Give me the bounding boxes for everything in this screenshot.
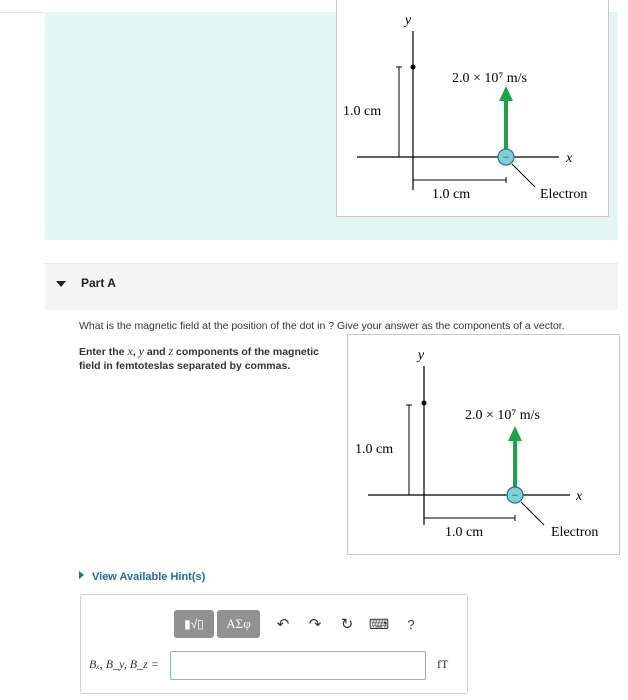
part-a-header[interactable]	[45, 263, 618, 310]
y-axis-label: y	[417, 348, 425, 363]
horizontal-distance-label: 1.0 cm	[445, 525, 484, 540]
expand-caret-icon	[79, 571, 84, 579]
velocity-label: 2.0 × 10⁷ m/s	[452, 71, 528, 86]
electron-sign: −	[511, 488, 519, 502]
part-a-figure	[347, 334, 620, 555]
collapse-caret-icon[interactable]	[56, 281, 66, 287]
unit-label: fT	[437, 657, 449, 671]
y-axis-label: y	[404, 13, 412, 28]
redo-icon[interactable]: ↷	[308, 616, 322, 633]
electron-leader-line	[512, 164, 535, 187]
field-point-dot	[411, 65, 416, 70]
instruction-text	[79, 344, 329, 373]
answer-label: Bₓ, B_y, B_z =	[89, 657, 159, 671]
view-hints-label: View Available Hint(s)	[92, 571, 206, 583]
help-icon[interactable]: ?	[407, 616, 415, 632]
intro-figure-diagram	[337, 0, 608, 216]
instruction-y: y	[138, 344, 144, 358]
velocity-arrowhead	[499, 86, 513, 101]
field-point-dot	[422, 401, 427, 406]
templates-button[interactable]: ▮√▯	[174, 610, 214, 638]
undo-icon[interactable]: ↶	[276, 616, 290, 633]
symbols-button[interactable]: ΑΣφ	[217, 610, 260, 638]
x-axis-label: x	[576, 489, 583, 504]
part-a-title: Part A	[81, 276, 116, 290]
view-hints-link[interactable]	[79, 571, 205, 583]
electron-label: Electron	[540, 187, 588, 202]
electron-label: Electron	[551, 525, 599, 540]
instruction-sep: ,	[132, 346, 139, 358]
keyboard-icon[interactable]: ⌨	[368, 615, 390, 632]
vertical-distance-label: 1.0 cm	[343, 104, 382, 119]
instruction-suffix: components of the magnetic field in femtoteslas separated by commas.	[79, 346, 319, 372]
electron-sign: −	[502, 150, 510, 164]
x-axis-label: x	[566, 151, 573, 166]
instruction-x: x	[127, 344, 133, 358]
instruction-and: and	[143, 346, 169, 358]
intro-figure	[336, 0, 609, 217]
instruction-prefix: Enter the	[79, 346, 128, 358]
question-text: What is the magnetic field at the position of the dot in ? Give your answer as the components of a vector.	[79, 320, 565, 332]
horizontal-distance-label: 1.0 cm	[432, 187, 471, 202]
velocity-arrowhead	[508, 426, 522, 441]
reset-icon[interactable]: ↻	[340, 616, 354, 633]
instruction-z: z	[168, 344, 174, 358]
electron-leader-line	[521, 502, 544, 525]
answer-input[interactable]	[170, 651, 426, 680]
velocity-label: 2.0 × 10⁷ m/s	[465, 408, 541, 423]
vertical-distance-label: 1.0 cm	[355, 442, 394, 457]
part-a-figure-diagram	[348, 335, 619, 554]
